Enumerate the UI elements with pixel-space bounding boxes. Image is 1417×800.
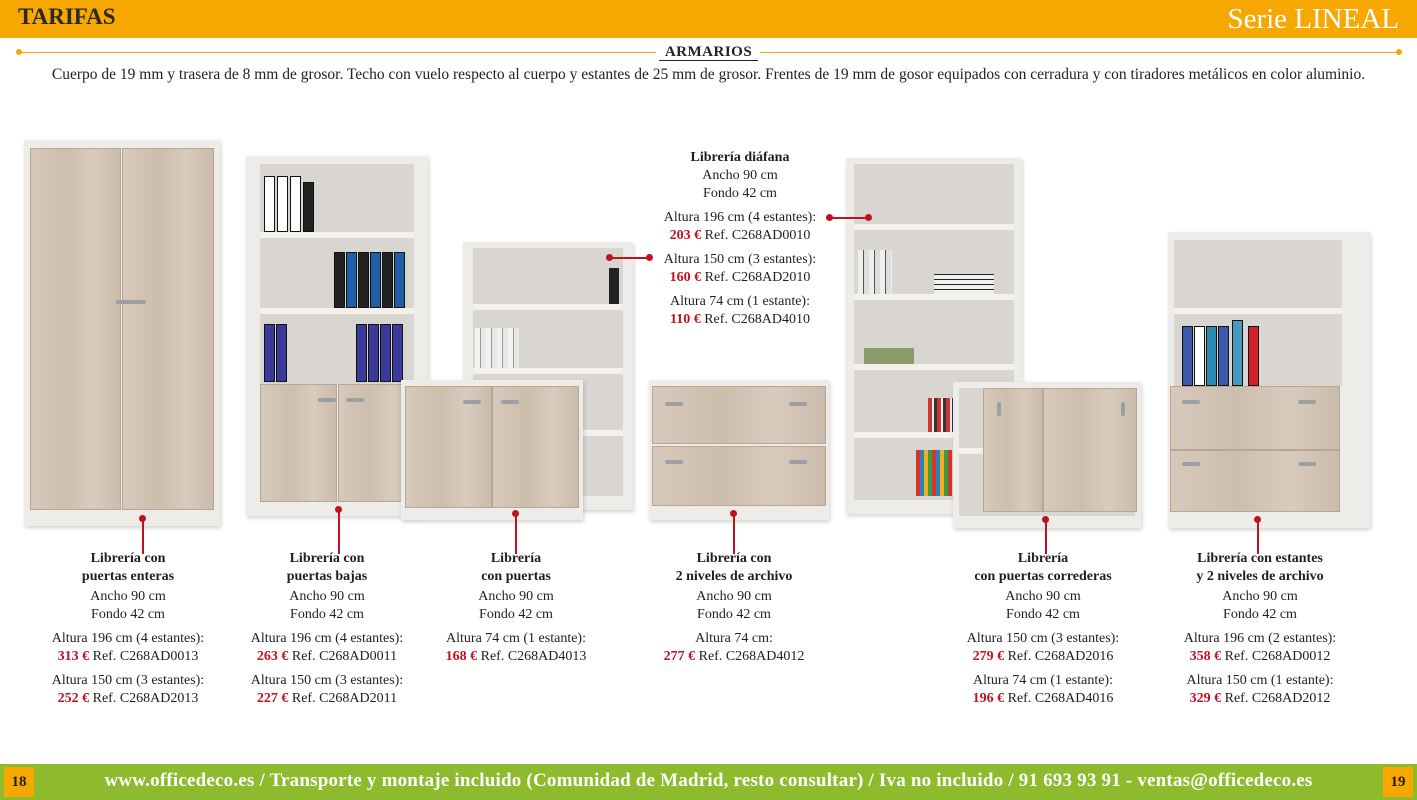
product-label-con-puertas: Librería con puertas Ancho 90 cm Fondo 42 cm Altura 74 cm (1 estante): 168 € Ref. C268AD4013 bbox=[445, 551, 587, 664]
product-label-puertas-bajas: Librería con puertas bajas Ancho 90 cm Fondo 42 cm Altura 196 cm (4 estantes): 263 € Ref. C268AD0011 Altura 150 cm (3 estantes): 227 € Ref. C268AD2011 bbox=[250, 551, 404, 706]
product-label-puertas-correderas: Librería con puertas correderas Ancho 90 cm Fondo 42 cm Altura 150 cm (3 estantes): 279 € Ref. C268AD2016 Altura 74 cm (1 estante): 196 € Ref. C268AD4016 bbox=[966, 551, 1120, 706]
section-description: Cuerpo de 19 mm y trasera de 8 mm de grosor. Techo con vuelo respecto al cuerpo y estantes de 25 mm de grosor. Frentes de 19 mm de gosor equipados con cerradura y con tiradores metálicos en color aluminio. bbox=[51, 66, 1366, 83]
footer-contact-text: www.officedeco.es / Transporte y montaje incluido (Comunidad de Madrid, resto consultar) / Iva no incluido / 91 693 93 91 - ventas@officedeco.es bbox=[104, 770, 1313, 791]
cabinet-full-doors bbox=[24, 140, 220, 526]
cabinet-shelves-file-drawers bbox=[1168, 232, 1370, 528]
page-number-left: 18 bbox=[4, 767, 34, 797]
page-number-right: 19 bbox=[1383, 767, 1413, 797]
cabinet-with-doors bbox=[401, 380, 583, 520]
series-title: Serie LINEAL bbox=[1227, 3, 1399, 35]
cabinet-2-file-drawers bbox=[649, 380, 829, 520]
page-title: TARIFAS bbox=[18, 4, 116, 29]
product-label-diafana: Librería diáfana Ancho 90 cm Fondo 42 cm Altura 196 cm (4 estantes): 203 € Ref. C268AD0010 Altura 150 cm (3 estantes): 160 € Ref. C268AD2010 Altura 74 cm (1 estante): 110 € Ref. C268AD4010 bbox=[663, 150, 817, 327]
section-title: ARMARIOS bbox=[0, 44, 1417, 61]
product-label-2-niveles-archivo: Librería con 2 niveles de archivo Ancho 90 cm Fondo 42 cm Altura 74 cm: 277 € Ref. C268AD4012 bbox=[663, 551, 805, 664]
product-label-estantes-archivo: Librería con estantes y 2 niveles de archivo Ancho 90 cm Fondo 42 cm Altura 196 cm (2 estantes): 358 € Ref. C268AD0012 Altura 150 cm (1 estante): 329 € Ref. C268AD2012 bbox=[1183, 551, 1337, 706]
cabinet-sliding-doors bbox=[953, 382, 1141, 528]
header-bar bbox=[0, 0, 1417, 38]
product-label-puertas-enteras: Librería con puertas enteras Ancho 90 cm Fondo 42 cm Altura 196 cm (4 estantes): 313 € Ref. C268AD0013 Altura 150 cm (3 estantes): 252 € Ref. C268AD2013 bbox=[51, 551, 205, 706]
